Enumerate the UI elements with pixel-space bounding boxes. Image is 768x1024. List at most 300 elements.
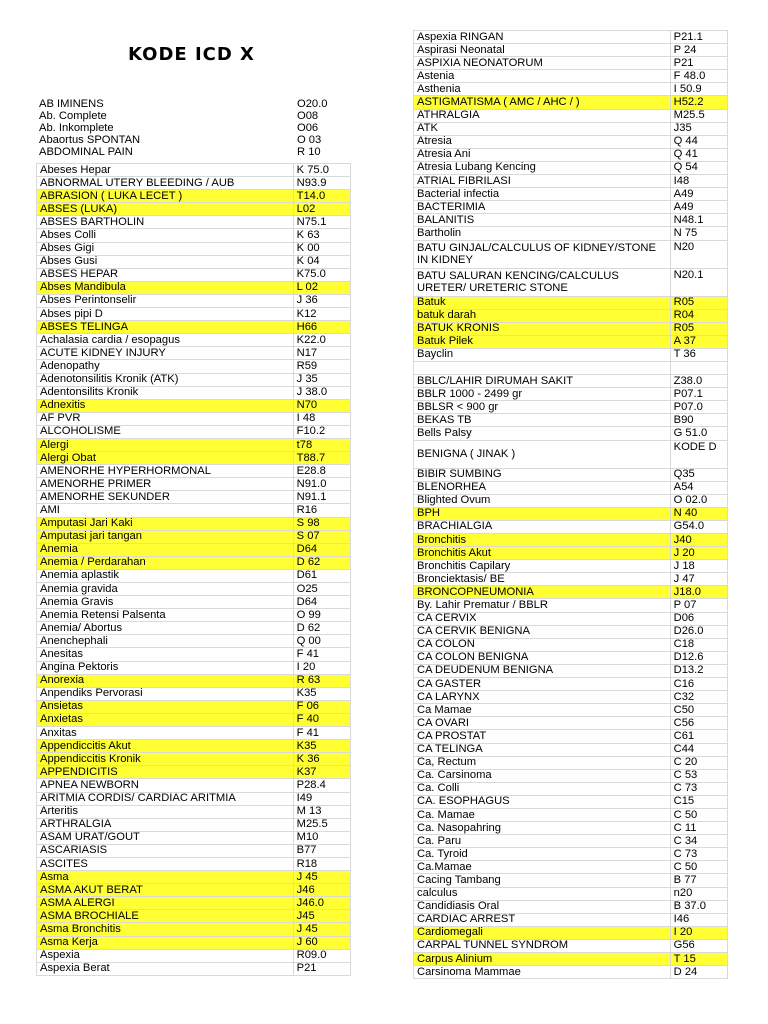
table-row: [36, 134, 351, 146]
diagnosis-name: Anxitas: [37, 727, 294, 740]
diagnosis-name: APNEA NEWBORN: [37, 779, 294, 792]
table-row: [414, 743, 728, 756]
table-row: [414, 348, 728, 361]
diagnosis-name: Blighted Ovum: [414, 494, 671, 507]
icd-code: F 41: [293, 648, 350, 661]
diagnosis-name: BRONCOPNEUMONIA: [414, 586, 671, 599]
table-row: [37, 229, 351, 242]
diagnosis-name: Amputasi Jari Kaki: [37, 517, 294, 530]
icd-code: J45: [293, 910, 350, 923]
table-row: [37, 727, 351, 740]
table-row-highlighted: [37, 530, 351, 543]
icd-code: C18: [670, 638, 727, 651]
icd-code: P 07: [670, 599, 727, 612]
diagnosis-name: Bronchitis Akut: [414, 547, 671, 560]
icd-code: G 51.0: [670, 427, 727, 440]
table-row: [414, 769, 728, 782]
diagnosis-name: Abses Gusi: [37, 255, 294, 268]
table-row: [37, 504, 351, 517]
icd-code: C 53: [670, 769, 727, 782]
diagnosis-name: ABSES BARTHOLIN: [37, 216, 294, 229]
table-row: [414, 214, 728, 227]
table-row: [414, 201, 728, 214]
icd-code: T88.7: [293, 452, 350, 465]
diagnosis-name: BBLSR < 900 gr: [414, 401, 671, 414]
table-row: [37, 425, 351, 438]
icd-code: I 20: [670, 926, 727, 939]
diagnosis-name: Aspexia: [37, 949, 294, 962]
icd-code: C15: [670, 795, 727, 808]
diagnosis-name: ASPIXIA NEONATORUM: [414, 57, 671, 70]
diagnosis-name: Batuk Pilek: [414, 335, 671, 348]
table-row: [37, 831, 351, 844]
table-row: [414, 494, 728, 507]
table-row-highlighted: [37, 517, 351, 530]
table-row-highlighted: [37, 713, 351, 726]
table-row-highlighted: [37, 740, 351, 753]
diagnosis-name: Anemia Gravis: [37, 596, 294, 609]
diagnosis-name: [414, 361, 671, 374]
diagnosis-name: Bronchitis Capilary: [414, 560, 671, 573]
icd-code: L02: [293, 203, 350, 216]
table-row: [37, 164, 351, 177]
diagnosis-name: Carsinoma Mammae: [414, 966, 671, 979]
diagnosis-name: BBLR 1000 - 2499 gr: [414, 388, 671, 401]
diagnosis-name: Ca. Tyroid: [414, 848, 671, 861]
icd-code: D61: [293, 569, 350, 582]
icd-code: N 75: [670, 227, 727, 240]
diagnosis-name: Ca. Paru: [414, 835, 671, 848]
icd-code: D06: [670, 612, 727, 625]
table-row-highlighted: [414, 335, 728, 348]
icd-code: N93.9: [293, 177, 350, 190]
diagnosis-name: BACTERIMIA: [414, 201, 671, 214]
diagnosis-name: ATK: [414, 122, 671, 135]
table-row: [414, 148, 728, 161]
table-row: [37, 687, 351, 700]
table-row: [414, 704, 728, 717]
diagnosis-name: ABDOMINAL PAIN: [39, 146, 133, 158]
icd-code: K35: [293, 740, 350, 753]
table-row-highlighted: [414, 309, 728, 322]
icd-code: F 06: [293, 700, 350, 713]
diagnosis-name: BATU GINJAL/CALCULUS OF KIDNEY/STONE IN KIDNEY: [414, 240, 671, 268]
icd-code: O 02.0: [670, 494, 727, 507]
diagnosis-name: BALANITIS: [414, 214, 671, 227]
table-row: [414, 874, 728, 887]
diagnosis-name: Atresia: [414, 135, 671, 148]
icd-code: P28.4: [293, 779, 350, 792]
icd-code: R 63: [293, 674, 350, 687]
diagnosis-name: CA CERVIK BENIGNA: [414, 625, 671, 638]
diagnosis-name: BIBIR SUMBING: [414, 468, 671, 481]
table-row: [414, 440, 728, 468]
table-row: [37, 412, 351, 425]
icd-code: J35: [670, 122, 727, 135]
diagnosis-name: Bronchitis: [414, 534, 671, 547]
table-row: [414, 161, 728, 174]
icd-code: I 20: [293, 661, 350, 674]
table-row: [37, 844, 351, 857]
icd-code: I49: [293, 792, 350, 805]
diagnosis-name: AB IMINENS: [39, 98, 104, 110]
icd-code: K75.0: [293, 268, 350, 281]
icd-code: J 35: [293, 373, 350, 386]
table-row: [37, 622, 351, 635]
table-row: [37, 216, 351, 229]
table-row: [36, 122, 351, 134]
icd-code: O20.0: [297, 98, 328, 110]
icd-code: N75.1: [293, 216, 350, 229]
icd-code: C 20: [670, 756, 727, 769]
icd-code: M25.5: [670, 109, 727, 122]
table-row: [414, 135, 728, 148]
icd-code: A49: [670, 201, 727, 214]
icd-code: K12: [293, 308, 350, 321]
icd-code: K 63: [293, 229, 350, 242]
table-row-highlighted: [37, 923, 351, 936]
icd-code: K 04: [293, 255, 350, 268]
icd-code: C61: [670, 730, 727, 743]
diagnosis-name: Appendiccitis Kronik: [37, 753, 294, 766]
icd-code: N91.1: [293, 491, 350, 504]
icd-code: A49: [670, 188, 727, 201]
icd-code: C56: [670, 717, 727, 730]
icd-code: C16: [670, 678, 727, 691]
diagnosis-name: Batuk: [414, 296, 671, 309]
diagnosis-name: Anemia / Perdarahan: [37, 556, 294, 569]
icd-code: M 13: [293, 805, 350, 818]
icd-code: Q35: [670, 468, 727, 481]
icd-code: K 00: [293, 242, 350, 255]
icd-code: T 15: [670, 953, 727, 966]
icd-code: R04: [670, 309, 727, 322]
diagnosis-name: Ab. Complete: [39, 110, 107, 122]
table-row: [414, 388, 728, 401]
icd-code: J40: [670, 534, 727, 547]
diagnosis-name: Ca. Colli: [414, 782, 671, 795]
icd-code: C32: [670, 691, 727, 704]
diagnosis-name: Asma: [37, 871, 294, 884]
icd-code: O06: [297, 122, 319, 134]
table-row: [414, 375, 728, 388]
diagnosis-name: BATUK KRONIS: [414, 322, 671, 335]
table-row: [414, 361, 728, 374]
diagnosis-name: Bartholin: [414, 227, 671, 240]
icd-code: D12.6: [670, 651, 727, 664]
table-row: [37, 949, 351, 962]
diagnosis-name: ASCITES: [37, 857, 294, 870]
icd-code: P07.1: [670, 388, 727, 401]
icd-code: P 24: [670, 44, 727, 57]
table-row: [36, 110, 351, 122]
table-row-highlighted: [414, 96, 728, 109]
icd-code: M10: [293, 831, 350, 844]
diagnosis-name: BATU SALURAN KENCING/CALCULUS URETER/ URETERIC STONE: [414, 268, 671, 296]
diagnosis-name: BENIGNA ( JINAK ): [414, 440, 671, 468]
table-row: [414, 427, 728, 440]
diagnosis-name: Anemia: [37, 543, 294, 556]
icd-code: P21.1: [670, 31, 727, 44]
diagnosis-name: Appendiccitis Akut: [37, 740, 294, 753]
table-row: [37, 792, 351, 805]
table-row-highlighted: [37, 884, 351, 897]
diagnosis-name: Anemia Retensi Palsenta: [37, 609, 294, 622]
icd-code: S 98: [293, 517, 350, 530]
table-row-highlighted: [414, 953, 728, 966]
diagnosis-name: BRACHIALGIA: [414, 520, 671, 533]
table-row: [414, 822, 728, 835]
table-row: [414, 966, 728, 979]
diagnosis-name: AMENORHE HYPERHORMONAL: [37, 465, 294, 478]
icd-code: C 50: [670, 861, 727, 874]
icd-code: T 36: [670, 348, 727, 361]
diagnosis-name: Ca. Mamae: [414, 808, 671, 821]
icd-code: Q 44: [670, 135, 727, 148]
table-row: [414, 900, 728, 913]
icd-code: N70: [293, 399, 350, 412]
table-row: [414, 730, 728, 743]
diagnosis-name: Bayclin: [414, 348, 671, 361]
icd-code: G54.0: [670, 520, 727, 533]
left-intro-list: [36, 98, 351, 158]
icd-code: C 50: [670, 808, 727, 821]
icd-code: C 73: [670, 848, 727, 861]
diagnosis-name: ARITMIA CORDIS/ CARDIAC ARITMIA: [37, 792, 294, 805]
diagnosis-name: APPENDICITIS: [37, 766, 294, 779]
icd-code: n20: [670, 887, 727, 900]
diagnosis-name: Aspirasi Neonatal: [414, 44, 671, 57]
table-row: [414, 122, 728, 135]
table-row: [414, 625, 728, 638]
icd-code: D 62: [293, 622, 350, 635]
icd-code: KODE D: [670, 440, 727, 468]
table-row: [37, 478, 351, 491]
table-row: [37, 268, 351, 281]
icd-code: K22.0: [293, 334, 350, 347]
diagnosis-name: BBLC/LAHIR DIRUMAH SAKIT: [414, 375, 671, 388]
icd-code: B 77: [670, 874, 727, 887]
table-row-highlighted: [37, 753, 351, 766]
diagnosis-name: ATHRALGIA: [414, 109, 671, 122]
icd-code: R 10: [297, 146, 321, 158]
icd-code: C50: [670, 704, 727, 717]
icd-table-right: [413, 30, 728, 979]
diagnosis-name: ASCARIASIS: [37, 844, 294, 857]
diagnosis-name: CA GASTER: [414, 678, 671, 691]
diagnosis-name: ATRIAL FIBRILASI: [414, 175, 671, 188]
table-row-highlighted: [37, 438, 351, 451]
table-row: [414, 848, 728, 861]
table-row-highlighted: [37, 700, 351, 713]
table-row-highlighted: [37, 190, 351, 203]
diagnosis-name: Angina Pektoris: [37, 661, 294, 674]
table-row-highlighted: [37, 452, 351, 465]
icd-code: B 37.0: [670, 900, 727, 913]
diagnosis-name: Anxietas: [37, 713, 294, 726]
icd-code: R59: [293, 360, 350, 373]
table-row-highlighted: [37, 321, 351, 334]
diagnosis-name: Atresia Lubang Kencing: [414, 161, 671, 174]
diagnosis-name: Achalasia cardia / esopagus: [37, 334, 294, 347]
diagnosis-name: Asma Kerja: [37, 936, 294, 949]
table-row: [414, 651, 728, 664]
diagnosis-name: ARTHRALGIA: [37, 818, 294, 831]
table-row: [37, 177, 351, 190]
icd-code: P07.0: [670, 401, 727, 414]
diagnosis-name: Abses Gigi: [37, 242, 294, 255]
diagnosis-name: CARDIAC ARREST: [414, 913, 671, 926]
icd-code: J 20: [670, 547, 727, 560]
icd-code: C 11: [670, 822, 727, 835]
icd-code: I48: [670, 175, 727, 188]
diagnosis-name: ABSES (LUKA): [37, 203, 294, 216]
icd-code: F 40: [293, 713, 350, 726]
table-row: [37, 569, 351, 582]
icd-code: R18: [293, 857, 350, 870]
diagnosis-name: Adnexitis: [37, 399, 294, 412]
table-row: [414, 83, 728, 96]
table-row: [414, 691, 728, 704]
table-row-highlighted: [414, 547, 728, 560]
diagnosis-name: Adenopathy: [37, 360, 294, 373]
diagnosis-name: ASAM URAT/GOUT: [37, 831, 294, 844]
table-row: [37, 609, 351, 622]
diagnosis-name: Ca.Mamae: [414, 861, 671, 874]
icd-code: Z38.0: [670, 375, 727, 388]
icd-code: N91.0: [293, 478, 350, 491]
table-row: [414, 861, 728, 874]
diagnosis-name: AMENORHE PRIMER: [37, 478, 294, 491]
icd-code: K37: [293, 766, 350, 779]
diagnosis-name: Aspexia Berat: [37, 962, 294, 975]
diagnosis-name: batuk darah: [414, 309, 671, 322]
table-row: [414, 240, 728, 268]
icd-code: N17: [293, 347, 350, 360]
table-row: [414, 44, 728, 57]
table-row-highlighted: [37, 871, 351, 884]
icd-code: K35: [293, 687, 350, 700]
diagnosis-name: Astenia: [414, 70, 671, 83]
icd-code: P21: [293, 962, 350, 975]
table-row-highlighted: [414, 507, 728, 520]
diagnosis-name: Anemia/ Abortus: [37, 622, 294, 635]
diagnosis-name: Asthenia: [414, 83, 671, 96]
diagnosis-name: ASMA BROCHIALE: [37, 910, 294, 923]
diagnosis-name: Atresia Ani: [414, 148, 671, 161]
diagnosis-name: BPH: [414, 507, 671, 520]
icd-code: J 45: [293, 923, 350, 936]
table-row: [37, 373, 351, 386]
table-row: [414, 913, 728, 926]
table-row: [37, 334, 351, 347]
table-row: [37, 491, 351, 504]
icd-code: O25: [293, 583, 350, 596]
diagnosis-name: ABSES TELINGA: [37, 321, 294, 334]
icd-code: I 50.9: [670, 83, 727, 96]
icd-code: T14.0: [293, 190, 350, 203]
icd-code: R05: [670, 296, 727, 309]
table-row-highlighted: [37, 543, 351, 556]
diagnosis-name: CA OVARI: [414, 717, 671, 730]
icd-code: D64: [293, 543, 350, 556]
table-row: [37, 465, 351, 478]
table-row-highlighted: [37, 203, 351, 216]
diagnosis-name: AF PVR: [37, 412, 294, 425]
table-row: [414, 573, 728, 586]
page-title: KODE ICD X: [128, 44, 255, 65]
table-row: [414, 414, 728, 427]
icd-code: Q 54: [670, 161, 727, 174]
diagnosis-name: Ca. Nasopahring: [414, 822, 671, 835]
icd-code: F 41: [293, 727, 350, 740]
icd-code: R09.0: [293, 949, 350, 962]
icd-code: Q 41: [670, 148, 727, 161]
diagnosis-name: Anemia aplastik: [37, 569, 294, 582]
table-row: [414, 756, 728, 769]
diagnosis-name: Bells Palsy: [414, 427, 671, 440]
diagnosis-name: Candidiasis Oral: [414, 900, 671, 913]
diagnosis-name: Anesitas: [37, 648, 294, 661]
diagnosis-name: Ca Mamae: [414, 704, 671, 717]
table-row: [37, 962, 351, 975]
diagnosis-name: Abses pipi D: [37, 308, 294, 321]
table-row: [37, 648, 351, 661]
diagnosis-name: Anemia gravida: [37, 583, 294, 596]
table-row: [37, 635, 351, 648]
diagnosis-name: Amputasi jari tangan: [37, 530, 294, 543]
diagnosis-name: CA. ESOPHAGUS: [414, 795, 671, 808]
diagnosis-name: By. Lahir Prematur / BBLR: [414, 599, 671, 612]
table-row: [37, 661, 351, 674]
diagnosis-name: Cardiomegali: [414, 926, 671, 939]
icd-code: D64: [293, 596, 350, 609]
icd-code: J18.0: [670, 586, 727, 599]
table-row: [37, 805, 351, 818]
diagnosis-name: Alergi: [37, 438, 294, 451]
table-row-highlighted: [414, 926, 728, 939]
icd-code: K 36: [293, 753, 350, 766]
table-row-highlighted: [414, 534, 728, 547]
table-row: [414, 520, 728, 533]
icd-code: Q 00: [293, 635, 350, 648]
diagnosis-name: Ansietas: [37, 700, 294, 713]
table-row-highlighted: [414, 586, 728, 599]
diagnosis-name: ABRASION ( LUKA LECET ): [37, 190, 294, 203]
table-row-highlighted: [37, 897, 351, 910]
diagnosis-name: Arteritis: [37, 805, 294, 818]
icd-code: O 99: [293, 609, 350, 622]
diagnosis-name: Abses Colli: [37, 229, 294, 242]
table-row-highlighted: [37, 674, 351, 687]
diagnosis-name: Bronciektasis/ BE: [414, 573, 671, 586]
diagnosis-name: CA COLON: [414, 638, 671, 651]
icd-code: N20: [670, 240, 727, 268]
diagnosis-name: ASTIGMATISMA ( AMC / AHC / ): [414, 96, 671, 109]
table-row: [414, 227, 728, 240]
icd-code: J 36: [293, 294, 350, 307]
icd-code: C 73: [670, 782, 727, 795]
table-row: [414, 401, 728, 414]
icd-code: t78: [293, 438, 350, 451]
icd-code: I46: [670, 913, 727, 926]
icd-code: J46.0: [293, 897, 350, 910]
table-row: [414, 31, 728, 44]
table-row: [414, 175, 728, 188]
diagnosis-name: AMI: [37, 504, 294, 517]
diagnosis-name: CA DEUDENUM BENIGNA: [414, 664, 671, 677]
table-row: [414, 468, 728, 481]
